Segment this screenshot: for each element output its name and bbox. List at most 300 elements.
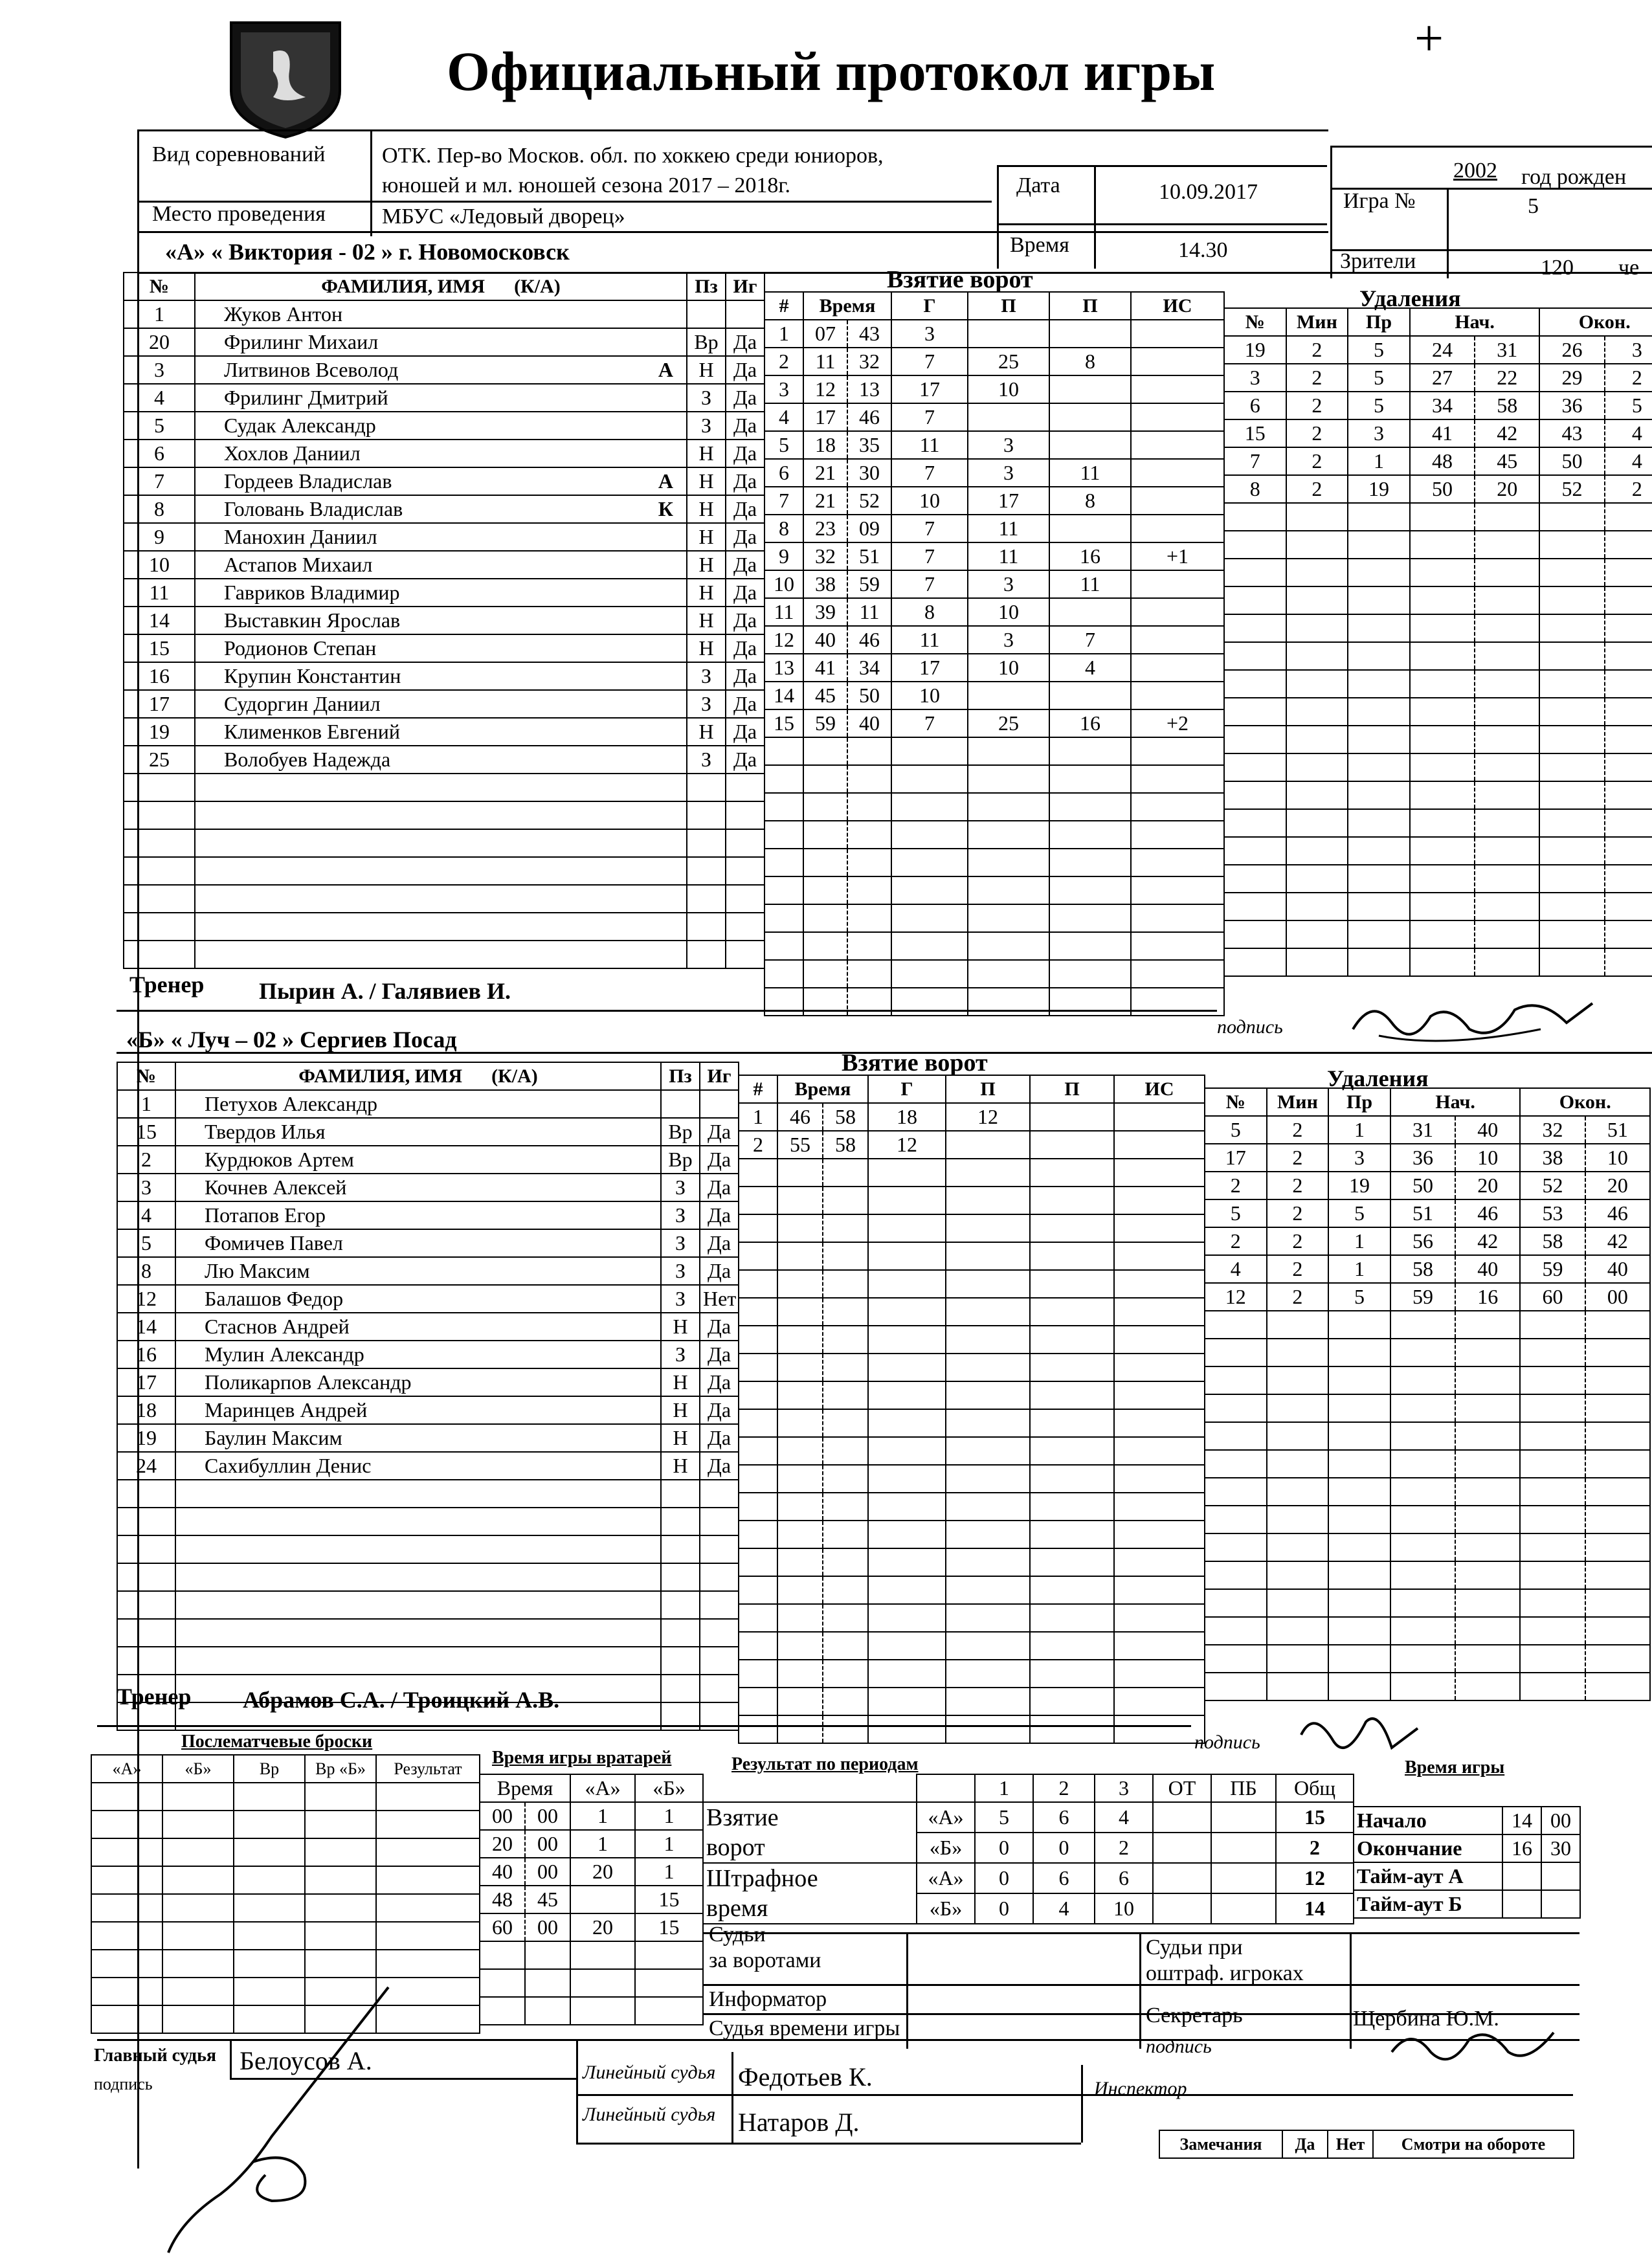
penalty-row <box>1205 1422 1650 1450</box>
penalty-player: 3 <box>1224 364 1286 392</box>
goalie-time-second: 45 <box>525 1886 570 1913</box>
player-row <box>117 1424 739 1452</box>
goal-situation <box>1131 682 1224 709</box>
game-value: 5 <box>1528 194 1539 218</box>
player-name-cell <box>175 1229 661 1257</box>
penalty-start-sec: 40 <box>1455 1116 1520 1144</box>
penalty-row <box>1205 1199 1650 1227</box>
penalty-start-min: 31 <box>1390 1116 1455 1144</box>
penalty-row <box>1205 1172 1650 1199</box>
penalty-col: № <box>1224 308 1286 336</box>
team-b-sign-label: подпись <box>1194 1732 1260 1753</box>
penalty-start-sec: 42 <box>1475 419 1539 447</box>
goal-situation <box>1131 320 1224 348</box>
goal-row <box>739 1548 1205 1576</box>
penalty-row <box>1224 781 1652 809</box>
goals-col: Г <box>891 292 968 320</box>
spectators-value: 120 <box>1541 256 1574 280</box>
start-label: Начало <box>1354 1807 1502 1834</box>
penalty-start-sec: 45 <box>1475 447 1539 475</box>
penalty-end-sec: 46 <box>1585 1199 1650 1227</box>
goal-situation <box>1131 626 1224 654</box>
pim-b-p3: 10 <box>1095 1893 1153 1924</box>
penalty-reason: 3 <box>1348 419 1410 447</box>
player-row <box>117 1480 739 1508</box>
player-row <box>124 300 765 328</box>
player-row <box>124 467 765 495</box>
player-position: Н <box>661 1452 700 1480</box>
player-row <box>124 941 765 968</box>
player-position: З <box>687 384 726 412</box>
goal-scorer: 7 <box>891 348 968 375</box>
player-number: 4 <box>124 384 195 412</box>
goalie-time-row <box>480 1913 703 1941</box>
player-position: Н <box>687 551 726 579</box>
penalty-minutes: 2 <box>1267 1283 1329 1311</box>
player-name-cell <box>175 1174 661 1201</box>
period-col-2: 2 <box>1033 1774 1095 1802</box>
penalty-start-sec: 16 <box>1455 1283 1520 1311</box>
goal-minute: 59 <box>803 709 847 737</box>
player-position: З <box>661 1201 700 1229</box>
player-name: Твердов Илья <box>205 1120 326 1143</box>
goal-row <box>765 459 1224 487</box>
penalty-minutes: 2 <box>1267 1144 1329 1172</box>
penalty-start-sec: 58 <box>1475 392 1539 419</box>
goal-minute: 40 <box>803 626 847 654</box>
penalty-minutes: 2 <box>1286 364 1348 392</box>
player-row <box>117 1285 739 1313</box>
penalty-start-min: 59 <box>1390 1283 1455 1311</box>
player-position: Н <box>661 1368 700 1396</box>
penalty-col: № <box>1205 1088 1267 1116</box>
penalty-end-sec: 42 <box>1585 1227 1650 1255</box>
player-position: Вр <box>661 1146 700 1174</box>
goal-minute: 23 <box>803 515 847 542</box>
penalty-start-min: 58 <box>1390 1255 1455 1283</box>
goal-number: 5 <box>765 431 803 459</box>
goal-minute: 11 <box>803 348 847 375</box>
secretary-value: Щербина Ю.М. <box>1353 2007 1499 2031</box>
goal-minute: 38 <box>803 570 847 598</box>
goal-row <box>739 1493 1205 1521</box>
goal-scorer: 17 <box>891 654 968 682</box>
player-position: З <box>661 1285 700 1313</box>
goal-number: 10 <box>765 570 803 598</box>
goal-scorer: 8 <box>891 598 968 626</box>
goalie-time-row <box>480 1969 703 1997</box>
goal-second: 58 <box>823 1103 868 1131</box>
player-number: 5 <box>124 412 195 440</box>
goal-situation <box>1114 1103 1205 1131</box>
goals-col: П <box>1030 1075 1114 1103</box>
penalty-row <box>1205 1255 1650 1283</box>
player-number: 1 <box>117 1090 175 1118</box>
goal-row <box>765 876 1224 904</box>
goal-minute: 21 <box>803 487 847 515</box>
player-number: 3 <box>124 356 195 384</box>
goal-second: 09 <box>847 515 891 542</box>
team-a-goals <box>764 291 1225 1016</box>
goalie-time-minute: 40 <box>480 1858 525 1886</box>
informer-label: Информатор <box>709 1987 827 2011</box>
penalty-player: 8 <box>1224 475 1286 503</box>
goal-situation <box>1131 487 1224 515</box>
player-played: Да <box>726 384 765 412</box>
goal-row <box>765 487 1224 515</box>
goals-col: ИС <box>1131 292 1224 320</box>
goalie-col-time: Время <box>480 1774 570 1802</box>
penalty-reason: 5 <box>1328 1199 1390 1227</box>
penalty-minutes: 2 <box>1286 392 1348 419</box>
player-name: Курдюков Артем <box>205 1148 354 1171</box>
secretary-signature <box>1385 2020 1579 2075</box>
penalty-col: Окон. <box>1520 1088 1650 1116</box>
player-played: Да <box>726 634 765 662</box>
penalty-start-sec: 46 <box>1455 1199 1520 1227</box>
penalty-end-sec: 3 <box>1605 336 1652 364</box>
penalty-reason: 5 <box>1328 1283 1390 1311</box>
page-title: Официальный протокол игры <box>447 40 1216 102</box>
goal-assist-1: 12 <box>946 1103 1030 1131</box>
player-position: З <box>687 746 726 774</box>
period-col-1: 1 <box>975 1774 1033 1802</box>
end-label: Окончание <box>1354 1834 1502 1862</box>
penalty-player: 2 <box>1205 1172 1267 1199</box>
goalie-time-row <box>480 1858 703 1886</box>
goal-assist-2: 16 <box>1049 542 1131 570</box>
remarks-yes: Да <box>1282 2130 1328 2158</box>
goal-number: 2 <box>765 348 803 375</box>
player-row <box>117 1452 739 1480</box>
goalie-team-a: 20 <box>570 1913 635 1941</box>
col-pos: Пз <box>687 273 726 300</box>
goal-assist-1: 17 <box>968 487 1049 515</box>
player-name: Поликарпов Александр <box>205 1370 412 1394</box>
player-name: Судоргин Даниил <box>224 692 381 715</box>
goalie-team-a: 1 <box>570 1802 635 1830</box>
penalty-start-sec: 40 <box>1455 1255 1520 1283</box>
player-name-cell <box>195 634 687 662</box>
player-name: Баулин Максим <box>205 1426 342 1449</box>
secretary-label: Секретарь <box>1146 2003 1243 2027</box>
goals-a-pb <box>1211 1802 1276 1833</box>
player-name: Лю Максим <box>205 1259 310 1282</box>
goal-number: 2 <box>739 1131 777 1159</box>
player-number: 11 <box>124 579 195 607</box>
linesman-2-label: Линейный судья <box>583 2104 716 2125</box>
penalty-row <box>1224 726 1652 753</box>
goal-number: 4 <box>765 403 803 431</box>
penalty-end-min: 43 <box>1539 419 1604 447</box>
goal-second: 13 <box>847 375 891 403</box>
penalty-start-min: 27 <box>1410 364 1475 392</box>
col-played: Иг <box>700 1062 739 1090</box>
penalty-start-min: 34 <box>1410 392 1475 419</box>
player-played: Да <box>726 328 765 356</box>
penalty-row <box>1224 893 1652 920</box>
goal-assist-2: 7 <box>1049 626 1131 654</box>
player-row <box>117 1341 739 1368</box>
team-b-goals <box>738 1075 1205 1744</box>
player-name: Стаснов Андрей <box>205 1315 350 1338</box>
goal-assist-1: 25 <box>968 348 1049 375</box>
shootout-col: «А» <box>91 1755 162 1783</box>
penalty-start-min: 50 <box>1410 475 1475 503</box>
goal-scorer: 7 <box>891 515 968 542</box>
player-name: Хохлов Даниил <box>224 441 361 465</box>
player-name: Маринцев Андрей <box>205 1398 368 1421</box>
goal-assist-2: 11 <box>1049 570 1131 598</box>
player-played: Да <box>700 1229 739 1257</box>
goal-second: 46 <box>847 626 891 654</box>
penalty-row <box>1205 1144 1650 1172</box>
penalty-row <box>1205 1506 1650 1533</box>
penalty-start-sec: 22 <box>1475 364 1539 392</box>
penalty-reason: 1 <box>1348 447 1410 475</box>
player-position: Н <box>687 718 726 746</box>
pim-b-ot <box>1153 1893 1211 1924</box>
goal-second: 50 <box>847 682 891 709</box>
shootout-col: «Б» <box>162 1755 234 1783</box>
player-name-cell <box>195 690 687 718</box>
player-position: Н <box>687 495 726 523</box>
goalie-col-b: «Б» <box>635 1774 703 1802</box>
goalie-time-minute: 60 <box>480 1913 525 1941</box>
goal-row <box>739 1688 1205 1715</box>
player-row <box>124 746 765 774</box>
player-name: Родионов Степан <box>224 636 377 660</box>
player-number: 2 <box>117 1146 175 1174</box>
player-name-cell <box>195 356 687 384</box>
team-b-penalties <box>1204 1087 1651 1701</box>
player-name: Кочнев Алексей <box>205 1176 347 1199</box>
penalty-row <box>1224 614 1652 642</box>
player-played: Да <box>726 551 765 579</box>
secretary-sign-label: подпись <box>1146 2036 1212 2057</box>
player-name: Петухов Александр <box>205 1092 377 1115</box>
penalty-end-sec: 2 <box>1605 475 1652 503</box>
player-played: Да <box>726 495 765 523</box>
goal-number: 7 <box>765 487 803 515</box>
goal-row <box>739 1131 1205 1159</box>
penalty-row <box>1205 1450 1650 1478</box>
penalty-row <box>1224 336 1652 364</box>
penalty-row <box>1205 1617 1650 1645</box>
goal-number: 15 <box>765 709 803 737</box>
goals-b-ot <box>1153 1833 1211 1863</box>
goals-label-2: ворот <box>706 1834 765 1861</box>
penalty-start-min: 50 <box>1390 1172 1455 1199</box>
goal-assist-1: 3 <box>968 626 1049 654</box>
penalty-end-min: 38 <box>1520 1144 1585 1172</box>
penalty-row <box>1224 642 1652 670</box>
goal-situation <box>1131 403 1224 431</box>
penalty-end-min: 59 <box>1520 1255 1585 1283</box>
goal-row <box>739 1465 1205 1493</box>
penalty-minutes: 2 <box>1286 336 1348 364</box>
player-name-cell <box>175 1090 661 1118</box>
penalty-player: 5 <box>1205 1199 1267 1227</box>
player-name-cell <box>195 328 687 356</box>
penalty-end-sec: 00 <box>1585 1283 1650 1311</box>
linesman-2-value: Натаров Д. <box>738 2108 860 2137</box>
timeout-b-label: Тайм-аут Б <box>1354 1890 1502 1918</box>
goal-scorer: 11 <box>891 626 968 654</box>
player-name-cell <box>175 1118 661 1146</box>
goal-scorer: 11 <box>891 431 968 459</box>
player-row <box>117 1313 739 1341</box>
player-row <box>117 1201 739 1229</box>
player-name: Сахибуллин Денис <box>205 1454 372 1477</box>
penalty-row <box>1205 1394 1650 1422</box>
player-number: 8 <box>124 495 195 523</box>
birth-year-label: год рожден <box>1521 165 1627 189</box>
player-position: Н <box>661 1396 700 1424</box>
game-time-title: Время игры <box>1405 1757 1505 1778</box>
penalty-row <box>1224 559 1652 586</box>
player-number: 16 <box>117 1341 175 1368</box>
goals-col: П <box>1049 292 1131 320</box>
goalie-team-a <box>570 1886 635 1913</box>
penalty-row <box>1205 1589 1650 1617</box>
goal-minute: 21 <box>803 459 847 487</box>
player-name: Манохин Даниил <box>224 525 377 548</box>
goal-row <box>765 375 1224 403</box>
player-position: Вр <box>661 1118 700 1146</box>
goal-number: 1 <box>765 320 803 348</box>
player-row <box>117 1396 739 1424</box>
player-name-cell <box>195 607 687 634</box>
player-position: Н <box>687 523 726 551</box>
player-position <box>687 300 726 328</box>
player-name-cell <box>195 495 687 523</box>
player-position: З <box>661 1341 700 1368</box>
player-row <box>124 607 765 634</box>
goal-row <box>765 765 1224 793</box>
penalty-player: 12 <box>1205 1283 1267 1311</box>
player-name-cell <box>195 718 687 746</box>
goal-minute: 17 <box>803 403 847 431</box>
goal-assist-2: 11 <box>1049 459 1131 487</box>
penalty-row <box>1205 1645 1650 1673</box>
penalty-end-min: 52 <box>1520 1172 1585 1199</box>
pim-b-p2: 4 <box>1033 1893 1095 1924</box>
player-played <box>726 300 765 328</box>
venue-label: Место проведения <box>152 202 326 226</box>
goals-a-p3: 4 <box>1095 1802 1153 1833</box>
player-name: Гордеев Владислав <box>224 469 392 493</box>
player-name-cell <box>195 440 687 467</box>
player-name: Литвинов Всеволод <box>224 358 399 381</box>
penalty-player: 17 <box>1205 1144 1267 1172</box>
player-row <box>124 718 765 746</box>
pim-team-b-label: «Б» <box>917 1893 975 1924</box>
goalie-time-title: Время игры вратарей <box>492 1748 672 1768</box>
penalty-end-min: 32 <box>1520 1116 1585 1144</box>
time-label: Время <box>1010 233 1069 257</box>
penalty-start-sec: 31 <box>1475 336 1539 364</box>
chief-sign-label: подпись <box>94 2075 153 2093</box>
player-position: Н <box>687 634 726 662</box>
player-name-cell <box>195 746 687 774</box>
goalie-col-a: «А» <box>570 1774 635 1802</box>
goal-row <box>765 793 1224 821</box>
goal-row <box>739 1270 1205 1298</box>
pim-team-a-label: «А» <box>917 1863 975 1893</box>
player-name: Выставкин Ярослав <box>224 608 401 632</box>
player-name: Жуков Антон <box>224 302 343 326</box>
player-position: З <box>687 690 726 718</box>
chief-judge-signature <box>142 1981 414 2262</box>
goal-row <box>765 932 1224 960</box>
player-name-cell <box>175 1146 661 1174</box>
goal-assist-1 <box>946 1131 1030 1159</box>
penalty-row <box>1224 670 1652 698</box>
player-row <box>124 662 765 690</box>
game-time-table <box>1353 1806 1581 1919</box>
goal-second: 32 <box>847 348 891 375</box>
pim-a-ot <box>1153 1863 1211 1893</box>
player-number: 4 <box>117 1201 175 1229</box>
competition-value-2: юношей и мл. юношей сезона 2017 – 2018г. <box>382 173 790 197</box>
linesman-1-label: Линейный судья <box>583 2062 716 2083</box>
penalty-row <box>1224 503 1652 531</box>
goal-number: 1 <box>739 1103 777 1131</box>
shootout-row <box>91 1811 480 1838</box>
goal-situation <box>1131 654 1224 682</box>
goals-a-ot <box>1153 1802 1211 1833</box>
goal-second: 11 <box>847 598 891 626</box>
team-a-title: «А» « Виктория - 02 » г. Новомосковск <box>165 239 570 265</box>
penalty-end-sec: 5 <box>1605 392 1652 419</box>
player-name-cell <box>175 1285 661 1313</box>
goal-assist-1: 11 <box>968 542 1049 570</box>
penalty-end-min: 50 <box>1539 447 1604 475</box>
goal-minute: 46 <box>777 1103 823 1131</box>
player-name-cell <box>195 412 687 440</box>
penalty-reason: 1 <box>1328 1255 1390 1283</box>
penalty-row <box>1224 364 1652 392</box>
penalty-row <box>1205 1478 1650 1506</box>
goalie-time-row <box>480 1830 703 1858</box>
chief-judge-label: Главный судья <box>94 2046 217 2066</box>
penalty-row <box>1224 419 1652 447</box>
penalty-col: Мин <box>1267 1088 1329 1116</box>
goal-row <box>765 542 1224 570</box>
penalty-row <box>1224 531 1652 559</box>
player-name-cell <box>175 1396 661 1424</box>
goal-situation <box>1131 570 1224 598</box>
player-position: З <box>661 1229 700 1257</box>
penalty-row <box>1224 475 1652 503</box>
goals-a-p2: 6 <box>1033 1802 1095 1833</box>
player-played: Да <box>700 1201 739 1229</box>
player-position: Н <box>661 1424 700 1452</box>
player-name-cell <box>175 1257 661 1285</box>
penalty-row <box>1224 920 1652 948</box>
goal-scorer: 17 <box>891 375 968 403</box>
goal-situation <box>1131 431 1224 459</box>
goal-assist-2 <box>1049 320 1131 348</box>
pim-b-total: 14 <box>1276 1893 1354 1924</box>
penalty-row <box>1224 392 1652 419</box>
player-number: 7 <box>124 467 195 495</box>
shootout-col: Вр «Б» <box>305 1755 376 1783</box>
goals-col: ИС <box>1114 1075 1205 1103</box>
penalty-reason: 1 <box>1328 1116 1390 1144</box>
goal-row <box>765 821 1224 849</box>
